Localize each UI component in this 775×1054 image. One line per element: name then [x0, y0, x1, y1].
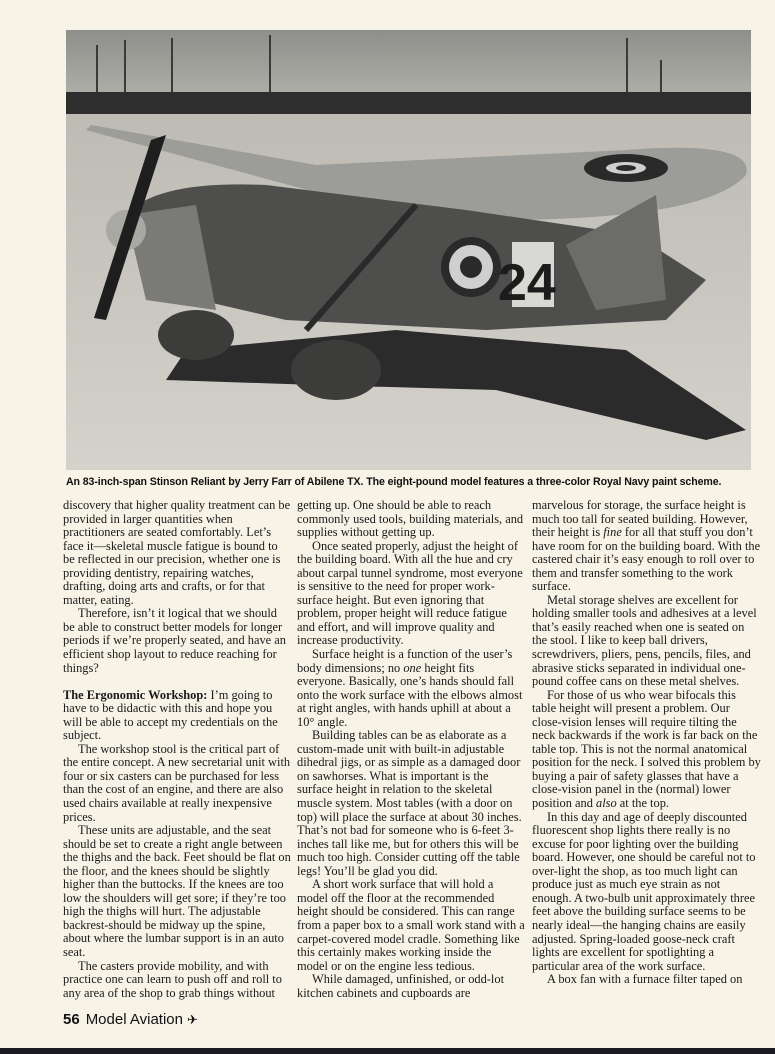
article-column-2	[297, 499, 525, 1000]
paragraph-text: Surface height is a function of the user’s body dimensions; no	[297, 647, 513, 675]
publication-name: Model Aviation	[85, 1011, 183, 1028]
paragraph: A short work surface that will hold a model off the floor at the recommended height should be considered. This can range from a paper box to a small work stand with a carpet-covered model cradle. Something like this certainly makes working inside the model or on the engine less tedious.	[297, 877, 525, 973]
paragraph	[532, 689, 762, 811]
paragraph: In this day and age of deeply discounted fluorescent shop lights there really is no excuse for poor lighting over the building board. However, one should be careful not to over-light the shop, as too much light can produce just as much eye strain as not enough. A two-bulb unit approximately three feet above the building surface seems to be nearly ideal—the hanging chains are easily adjusted. Spring-loaded goose-neck craft lights are excellent for spotlighting a particular area of the work surface.	[532, 809, 756, 973]
section-subhead: The Ergonomic Workshop:	[63, 687, 208, 702]
paragraph	[532, 499, 762, 594]
paragraph-text: at the top.	[616, 796, 669, 811]
emphasis: fine	[603, 525, 622, 540]
stinson-reliant-photo-illustration	[66, 30, 751, 470]
page-number: 56	[63, 1011, 80, 1028]
paragraph: Metal storage shelves are excellent for holding smaller tools and adhesives at a level that’s easily reached when one is seated on the stool. I like to keep ball drivers, screwdrivers, pliers, pens, pencils, files, and abrasive sticks separated in individual one-pound coffee cans on these metal shelves.	[532, 592, 757, 689]
paragraph-text: I’m going to have to be didactic with this and hope you will be able to accept my credentials on the subject.	[63, 687, 278, 743]
paragraph	[297, 648, 525, 729]
paragraph: The casters provide mobility, and with practice one can learn to push off and roll to any area of the shop to grab things without	[63, 958, 282, 1000]
paragraph-text: For those of us who wear bifocals this table height will present a problem. Our close-vision lenses will require tilting the neck backwards if the work is far back on the table top. This is not the normal anatomical position for the neck. I solved this problem by buying a pair of safety glasses that have a close-vision panel in the (normal) lower position and	[532, 687, 761, 811]
paragraph: Building tables can be as elaborate as a custom-made unit with built-in adjustable dihedral jigs, or as simple as a damaged door on sawhorses. What is important is the surface height in relation to the skeletal muscle system. Most tables (with a door on top) will place the surface at about 30 inches. That’s not bad for someone who is 6-feet 3-inches tall like me, but for others this will be much too high. Consider cutting off the table legs! You’ll be glad you did.	[297, 728, 522, 878]
page-folio	[63, 1011, 198, 1028]
paragraph: These units are adjustable, and the seat should be set to create a right angle between the thighs and the back. Feet should be flat on the floor, and the knees should be slightly higher than the buttocks. If the knees are too low the shoulders will get sore; if they’re too high the thighs will hurt. The adjustable backrest-should be midway up the spine, about where the lumbar support is in an auto seat.	[63, 823, 291, 959]
left-wheel-pant	[158, 310, 234, 360]
emphasis: one	[403, 660, 422, 675]
paragraph: Once seated properly, adjust the height of the building board. With all the hue and cry about carpal tunnel syndrome, most everyone is sensitive to the need for proper work-surface height. But even ignoring that problem, proper height will reduce fatigue and effort, and will improve quality and increase productivity.	[297, 538, 523, 648]
article-column-1	[63, 499, 291, 1000]
paragraph: While damaged, unfinished, or odd-lot kitchen cabinets and cupboards are	[297, 972, 505, 1000]
emphasis: also	[596, 796, 617, 811]
paragraph: A box fan with a furnace filter taped on	[547, 972, 743, 987]
photo-caption: An 83-inch-span Stinson Reliant by Jerry Farr of Abilene TX. The eight-pound model features a three-color Royal Navy paint scheme.	[66, 476, 722, 488]
paragraph-with-subhead	[63, 689, 291, 743]
paragraph: getting up. One should be able to reach commonly used tools, building materials, and supplies without getting up.	[297, 498, 524, 540]
right-wheel-pant	[291, 340, 381, 400]
paragraph-text: height fits everyone. Basically, one’s hands should fall onto the work surface with the elbows almost at right angles, with hands uphill at about a 10° angle.	[297, 660, 523, 729]
airplane-photo	[66, 30, 751, 470]
paragraph: discovery that higher quality treatment can be provided in larger quantities when practitioners are seated comfortably. Let’s face it—skeletal muscle fatigue is bound to be reflected in our precision, whether one is providing dentistry, repairing watches, drafting, doing arts and crafts, or for that matter, eating.	[63, 498, 291, 607]
paragraph: Therefore, isn’t it logical that we should be able to construct better models for longer periods if we’re properly seated, and have an efficient shop layout to reduce reaching for things?	[63, 606, 286, 675]
paragraph: The workshop stool is the critical part of the entire concept. A new secretarial unit with four or six casters can be purchased for less than the cost of an engine, and there are also used chairs available at really inexpensive prices.	[63, 741, 291, 824]
airplane-icon: ✈	[186, 1012, 198, 1027]
fuselage-number: 24	[498, 254, 556, 312]
paragraph-text: for all that stuff you don’t have room for on the building board. With the castered chair it’s easy enough to roll over to them and transfer something to the work surface.	[532, 525, 761, 594]
paragraph-text: marvelous for storage, the surface height is much too tall for seated building. However, their height is	[532, 498, 748, 540]
scan-edge-bar	[0, 1048, 775, 1054]
article-column-3	[532, 499, 762, 987]
tree-line	[66, 92, 751, 114]
